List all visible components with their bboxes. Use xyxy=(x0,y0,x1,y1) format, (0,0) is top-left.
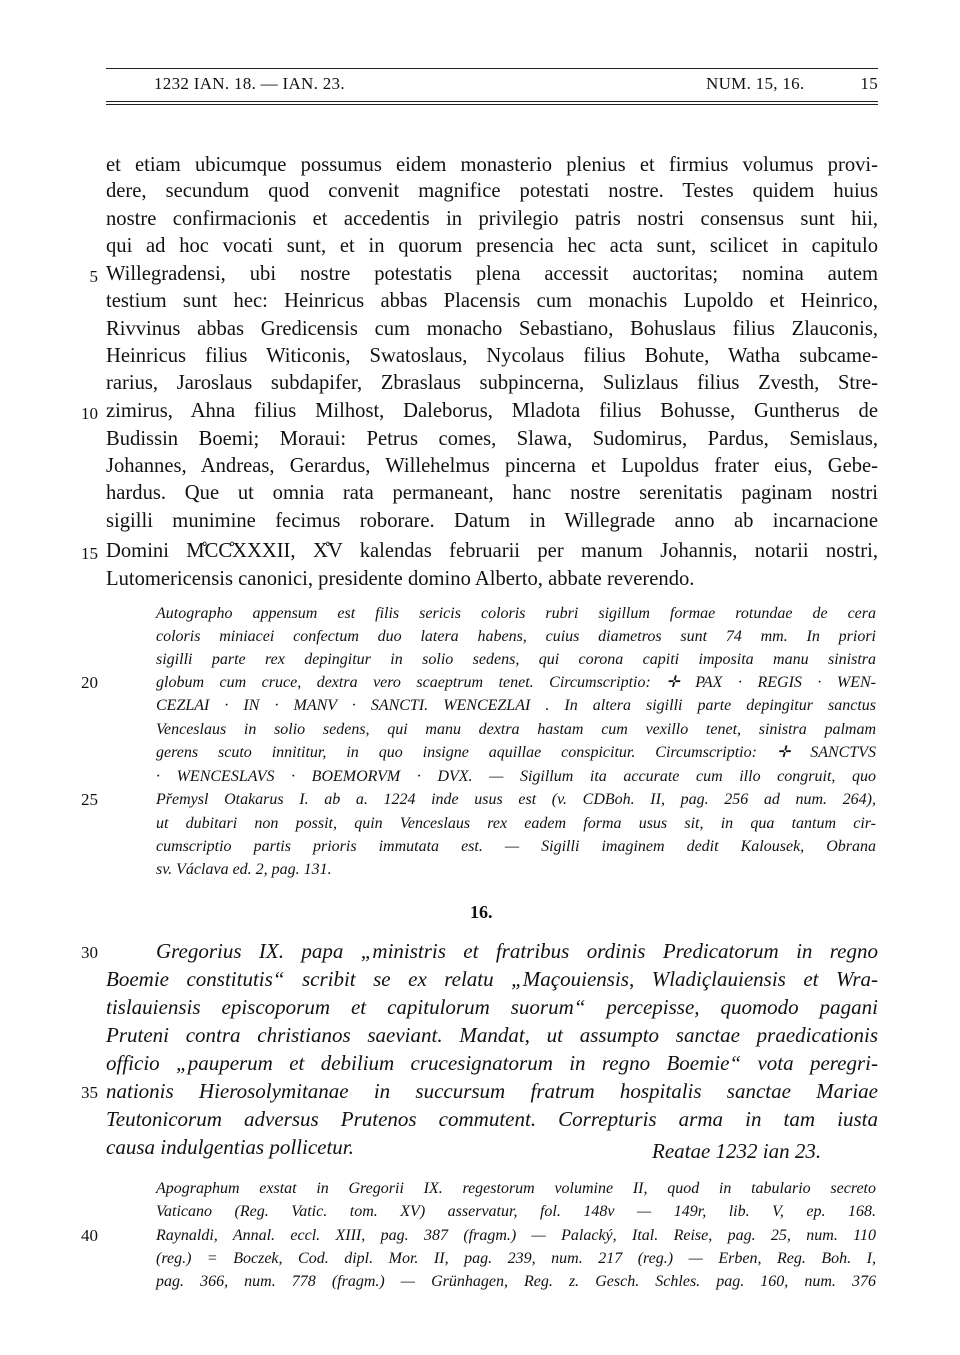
text-line: Johannes, Andreas, Gerardus, Willehelmus pincerna et Lupoldus frater eius, Gebe- xyxy=(106,455,878,477)
note-line: sv. Václava ed. 2, pag. 131. xyxy=(156,861,332,878)
regest-line: Teutonicorum adversus Prutenos commutent. Correpturis arma in tam iusta xyxy=(106,1107,878,1131)
line-number: 5 xyxy=(89,267,98,286)
text-line: zimirus, Ahna filius Milhost, Daleborus, Mladota filius Bohusse, Guntherus de xyxy=(106,400,878,422)
regest-line: Boemie constitutis“ scribit se ex relatu „Maçouiensis, Wladiçlauiensis et Wra- xyxy=(106,967,878,991)
note-line: CEZLAI · IN · MANV · SANCTI. WENCEZLAI . In altera sigilli parte depingitur sanctus xyxy=(156,697,876,714)
note-line: (reg.) = Boczek, Cod. dipl. Mor. II, pag. 239, num. 217 (reg.) — Erben, Reg. Boh. I, xyxy=(156,1250,876,1267)
regest-line: Pruteni contra christianos saeviant. Mandat, ut assumpto sanctae praedicationis xyxy=(106,1023,878,1047)
text-line: dere, secundum quod convenit magnifice potestati nostre. Testes quidem huius xyxy=(106,180,878,202)
note-line: Autographo appensum est filis sericis coloris rubri sigillum formae rotundae de cera xyxy=(156,605,876,622)
regest-line: officio „pauperum et debilium crucesignatorum in regno Boemie“ vota peregri- xyxy=(106,1051,878,1075)
text-line: Rivvinus abbas Gredicensis cum monacho Sebastiano, Bohuslaus filius Zlauconis, xyxy=(106,318,878,340)
text-line: qui ad hoc vocati sunt, et in quorum presencia hec acta sunt, scilicet in capitulo xyxy=(106,235,878,257)
regest-line: tislauiensis episcoporum et capitulorum suorum“ percepisse, quomodo pagani xyxy=(106,995,878,1019)
note-line: Apographum exstat in Gregorii IX. regestorum volumine II, quod in tabulario secreto xyxy=(156,1180,876,1197)
note-line: pag. 366, num. 778 (fragm.) — Grünhagen, Reg. z. Gesch. Schles. pag. 160, num. 376 xyxy=(156,1273,876,1290)
note-line: Venceslaus in solio sedens, qui manu dextra hastam cum vexillo tenet, sinistra palmam xyxy=(156,721,876,738)
header-rule-bottom xyxy=(106,101,878,102)
text-line: nostre confirmacionis et accedentis in privilegio patris nostri consensus sunt hii, xyxy=(106,208,878,230)
text-line: testium sunt hec: Heinricus abbas Placensis cum monachis Lupoldo et Heinrico, xyxy=(106,290,878,312)
regest-line: causa indulgentias pollicetur. xyxy=(106,1135,354,1159)
note-line: Raynaldi, Annal. eccl. XIII, pag. 387 (fragm.) — Palacký, Ital. Reise, pag. 25, num. 110 xyxy=(156,1227,876,1244)
note-line: cumscriptio partis prioris immutata est. — Sigilli imaginem dedit Kalousek, Obrana xyxy=(156,838,876,855)
document-number: 16. xyxy=(470,902,493,922)
note-line: gerens scuto innititur, in quo insigne aquillae conspicitur. Circumscriptio: ✛ SANCTVS xyxy=(156,744,876,761)
line-number: 30 xyxy=(81,943,98,962)
text-line: Domini M̊CC̊XXXII, X̊V kalendas februarii per manum Johannis, notarii nostri, xyxy=(106,540,878,562)
text-line: Lutomericensis canonici, presidente domino Alberto, abbate reverendo. xyxy=(106,568,695,590)
text-line: Willegradensi, ubi nostre potestatis plena accessit auctoritas; nomina autem xyxy=(106,263,878,285)
text-line: rarius, Jaroslaus subdapifer, Zbraslaus subpincerna, Sulizlaus filius Zvesth, Stre- xyxy=(106,372,878,394)
header-rule-bottom-double xyxy=(106,104,878,105)
line-number: 20 xyxy=(81,673,98,692)
note-line: coloris miniacei confectum duo latera habens, cuius diametros sunt 74 mm. In priori xyxy=(156,628,876,645)
line-number: 25 xyxy=(81,790,98,809)
note-line: Přemysl Otakarus I. ab a. 1224 inde usus est (v. CDBoh. II, pag. 256 ad num. 264), xyxy=(156,791,876,808)
line-number: 35 xyxy=(81,1083,98,1102)
line-number: 10 xyxy=(81,404,98,423)
text-line: Budissin Boemi; Moraui: Petrus comes, Slawa, Sudomirus, Pardus, Semislaus, xyxy=(106,428,878,450)
running-head-numbers: NUM. 15, 16. xyxy=(706,74,805,93)
text-line: et etiam ubicumque possumus eidem monasterio plenius et firmius volumus provi- xyxy=(106,154,878,176)
note-line: sigilli parte rex depingitur in solio sedens, qui corona capiti imposita manu sinistra xyxy=(156,651,876,668)
note-line: globum cum cruce, dextra vero scaeptrum tenet. Circumscriptio: ✛ PAX · REGIS · WEN- xyxy=(156,674,876,691)
line-number: 40 xyxy=(81,1226,98,1245)
regest-line: nationis Hierosolymitanae in succursum fratrum hospitalis sanctae Mariae xyxy=(106,1079,878,1103)
header-rule-top xyxy=(106,68,878,69)
note-line: ut dubitari non possit, quin Venceslaus rex eadem forma usus sit, in qua tantum cir- xyxy=(156,815,876,832)
note-line: Vaticano (Reg. Vatic. tom. XV) asservatur, fol. 148v — 149r, lib. V, ep. 168. xyxy=(156,1203,876,1220)
text-line: Heinricus filius Witiconis, Swatoslaus, Nycolaus filius Bohute, Watha subcame- xyxy=(106,345,878,367)
page-number: 15 xyxy=(860,74,878,93)
text-line: sigilli munimine fecimus roborare. Datum in Willegrade anno ab incarnacione xyxy=(106,510,878,532)
text-line: hardus. Que ut omnia rata permaneant, hanc nostre serenitatis paginam nostri xyxy=(106,482,878,504)
line-number: 15 xyxy=(81,544,98,563)
regest-line: Gregorius IX. papa „ministris et fratribus ordinis Predicatorum in regno xyxy=(156,939,878,963)
date-place: Reatae 1232 ian 23. xyxy=(652,1139,822,1163)
running-head xyxy=(106,74,878,100)
running-head-dates: 1232 IAN. 18. — IAN. 23. xyxy=(154,74,345,93)
note-line: · WENCESLAVS · BOEMORVM · DVX. — Sigillum ita accurate cum illo congruit, quo xyxy=(156,768,876,785)
